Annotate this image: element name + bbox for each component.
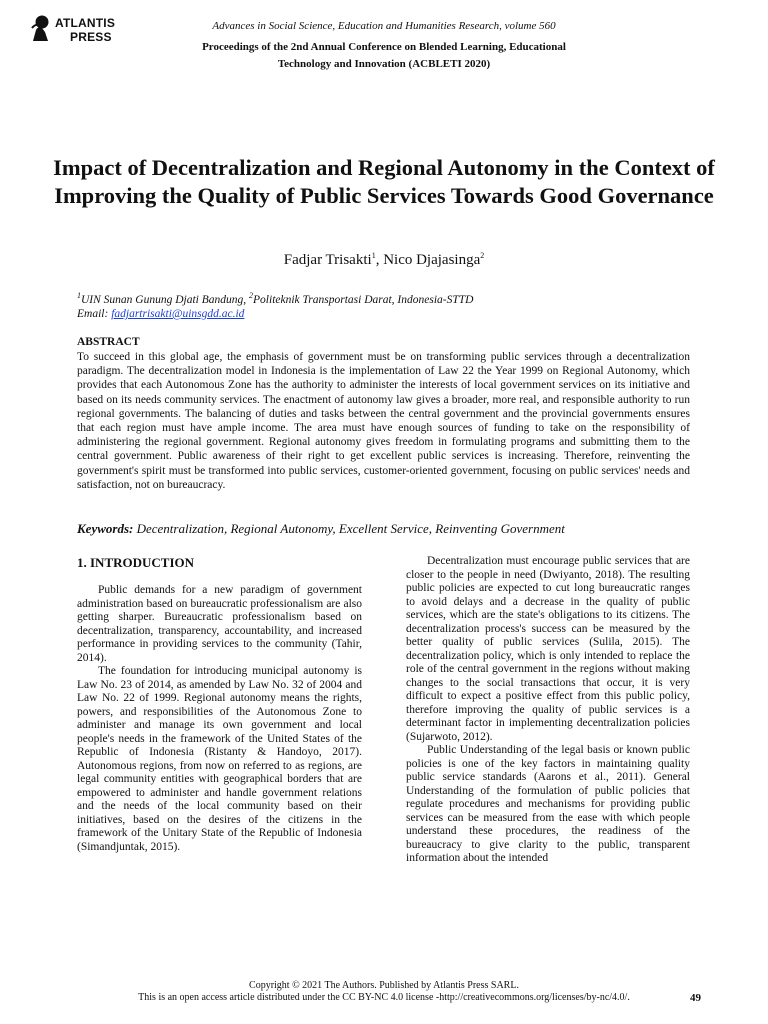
- author-separator: ,: [375, 252, 384, 268]
- proceedings-header: [170, 39, 598, 73]
- keywords: [77, 521, 690, 537]
- license-line: This is an open access article distributed under the CC BY-NC 4.0 license -http://creativecommons.org/licenses/by-nc/4.0/.: [138, 992, 630, 1003]
- paper-title: Impact of Decentralization and Regional Autonomy in the Context of Improving the Quality of Public Services Towards Good Governance: [53, 155, 715, 208]
- affil1-sup: 1: [77, 291, 81, 301]
- page-number: 49: [690, 992, 701, 1004]
- abstract-heading: ABSTRACT: [77, 336, 140, 348]
- affiliations: [77, 293, 697, 321]
- left-column: [77, 584, 362, 854]
- keywords-value: Decentralization, Regional Autonomy, Excellent Service, Reinventing Government: [136, 521, 565, 536]
- paragraph: The foundation for introducing municipal autonomy is Law No. 23 of 2014, as amended by Law No. 32 of 2004 and Law No. 22 of 1999. Regional autonomy means the rights, powers, and responsibilities of the Autonomous Zone to administer and manage its own government and local people's needs in the framework of the United States of the Republic of Indonesia (Ristanty & Handoyo, 2017). Autonomous regions, from now on referred to as regions, are legal community entities with geographical borders that are empowered to administer and handle government relations and the needs of the local community based on their initiatives, based on the desires of the citizens in the framework of the Unitary State of the Republic of Indonesia (Simandjuntak, 2015).: [77, 665, 362, 853]
- copyright-line: Copyright © 2021 The Authors. Published by Atlantis Press SARL.: [249, 980, 519, 991]
- author-2: Nico Djajasinga: [383, 252, 481, 268]
- author-1: Fadjar Trisakti: [283, 252, 372, 268]
- footer: [0, 980, 768, 1004]
- affiliation-1: UIN Sunan Gunung Djati Bandung,: [81, 294, 250, 306]
- proceedings-line1: Proceedings of the 2nd Annual Conference on Blended Learning, Educational: [202, 41, 566, 53]
- keywords-label: Keywords:: [77, 521, 137, 536]
- affiliation-line: [77, 293, 697, 307]
- paragraph: Public demands for a new paradigm of government administration based on bureaucratic professionalism are also getting sharper. Bureaucratic professionalism based on decentralization, transparency, accountability, and increased performance in providing services to the community (Tahir, 2014).: [77, 584, 362, 664]
- section-heading-introduction: 1. INTRODUCTION: [77, 555, 195, 570]
- email-link[interactable]: fadjartrisakti@uinsgdd.ac.id: [111, 308, 245, 320]
- logo-line2: PRESS: [70, 30, 112, 44]
- journal-line: Advances in Social Science, Education and Humanities Research, volume 560: [212, 20, 556, 32]
- affil2-sup: 2: [249, 291, 254, 301]
- author-1-sup: 1: [371, 251, 376, 260]
- affiliation-2: Politeknik Transportasi Darat, Indonesia-STTD: [253, 294, 474, 306]
- author-line: [0, 252, 768, 269]
- email-label: Email:: [77, 308, 112, 320]
- author-2-sup: 2: [480, 251, 485, 260]
- email-line: [77, 307, 697, 321]
- logo-line1: ATLANTIS: [55, 16, 116, 30]
- paragraph: Decentralization must encourage public services that are closer to the people in need (Dwiyanto, 2018). The resulting public policies are expected to cut long bureaucratic ranges to avoid delays and a decrease in the quality of public services, which are the state's obligations to its citizens. The decentralization process's success can be measured by the better quality of public services (Sulila, 2015). The decentralization policy, which is only intended to replace the role of the central government in the regions without making changes to the social transactions that occur, it is very difficult to expect a positive effect from this public policy, therefore improving the quality of public services is a determinant factor in implementing decentralization policies (Sujarwoto, 2012).: [406, 555, 690, 743]
- abstract-text: To succeed in this global age, the emphasis of government must be on transforming public services through a decentralization paradigm. The decentralization model in Indonesia is the implementation of Law 22 the Year 1999 on Regional Autonomy, which provides that each Autonomous Zone has the authority to administer the interests of local government services on its initiative and based on its needs community services. The enactment of autonomy law gives a broader, more real, and responsible authority to run regional governments. The balancing of duties and tasks between the central government and the provincial governments ensures that each region must have ample income. The area must have enough sources of funding to take on the responsibility of administering the regional government. Regional autonomy gives freedom in formulating programs and submitting them to the central government. Public awareness of their right to get excellent public services is increasing. Therefore, reinventing the government's spirit must be transformed into public services, customer-oriented government, focusing on public services' needs and satisfaction, not on bureaucracy.: [77, 351, 690, 491]
- proceedings-line2: Technology and Innovation (ACBLETI 2020): [277, 58, 491, 70]
- right-column: [406, 555, 690, 866]
- paragraph: Public Understanding of the legal basis or known public policies is one of the key factors in maintaining quality public service standards (Aarons et al., 2011). General Understanding of the formulation of public policies that regulate procedures and mechanisms for providing public services can be measured from the ease with which people understand these procedures, the readiness of the bureaucracy to give clarity to the public, transparent information about the intended: [406, 744, 690, 864]
